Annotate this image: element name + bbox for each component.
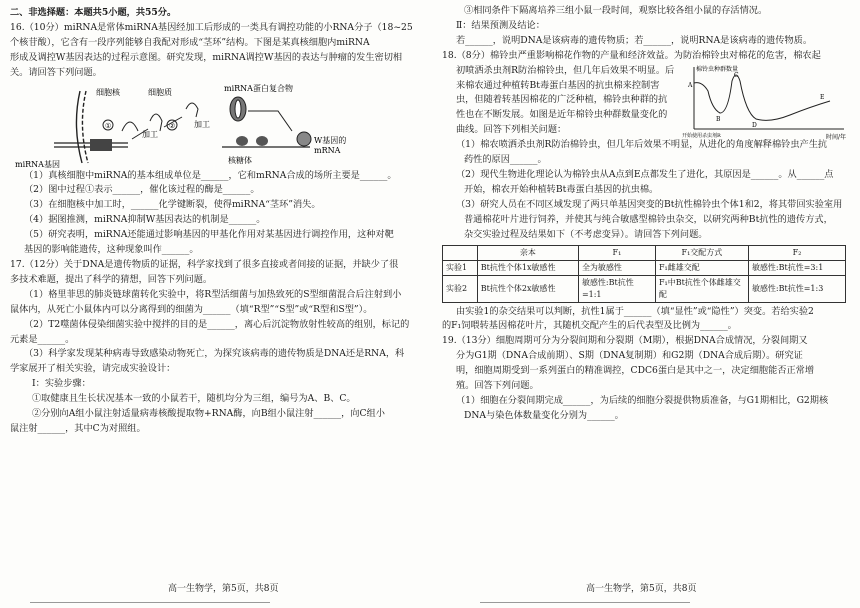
right-page: [442, 4, 850, 424]
q18-line: 18.（8分）棉铃虫严重影响棉花作物的产量和经济效益。为防治棉铃虫对棉花的危害，棉农起: [442, 49, 821, 61]
label-complex: miRNA蛋白复合物: [224, 83, 293, 93]
q16-line: 形成及调控W基因表达的过程示意图。研究发现，miRNA调控W基因的表达与肿瘤的发生密切相: [10, 51, 403, 63]
q16-line: 16.（10分）miRNA是常体miRNA基因经加工后形成的一类具有调控功能的小RNA分子（18~25: [10, 21, 413, 33]
left-page: [10, 6, 414, 437]
table-cell: 敏感性:Bt抗性=1:3: [748, 275, 845, 302]
q19-line: 殖。回答下列问题。: [456, 380, 539, 392]
q17-cont: ③相同条件下隔离培养三组小鼠一段时间，观察比较各组小鼠的存活情况。: [464, 5, 768, 16]
q18-line: 虫，但随着转基因棉花的广泛种植，棉铃虫种群的抗: [456, 94, 668, 106]
q16-sub: 基因的影响能遗传，这种现象叫作______。: [24, 244, 199, 256]
table-cell: 实验1: [443, 260, 478, 275]
q18-after: 由实验1的杂交结果可以判断，抗性1属于______（填“显性”或“隐性”）突变。若给实验2: [456, 305, 814, 317]
label-w-gene: W基因的: [314, 135, 347, 145]
table-cell: F₁雌雄交配: [655, 260, 748, 275]
question-18: [442, 49, 850, 335]
table-row: [443, 275, 846, 302]
q18-sub: 药性的原因______。: [464, 154, 547, 166]
q17-line: 元素是______。: [10, 333, 75, 345]
label-cytoplasm: 细胞质: [148, 87, 172, 97]
point-d: D: [752, 121, 757, 129]
q18-after: 的F₁饲喂转基因棉花叶片，其随机交配产生的后代表型及比例为______。: [442, 320, 737, 332]
q17-step-title: Ⅰ：实验步骤：: [32, 378, 91, 390]
left-divider: [30, 602, 270, 603]
q18-line: 来棉农通过种植转Bt毒蛋白基因的抗虫棉来控制害: [456, 79, 660, 91]
table-row: [443, 260, 846, 275]
q19-line: 分为G1期（DNA合成前期）、S期（DNA复制期）和G2期（DNA合成后期）。研究证: [456, 350, 803, 362]
population-curve: [680, 63, 848, 145]
q17-step: ②分别向A组小鼠注射适量病毒核酸提取物+RNA酶，向B组小鼠注射______，向C组小: [32, 408, 385, 420]
table-cell: Bt抗性个体2x敏感性: [477, 275, 578, 302]
label-ribosome: 核糖体: [228, 155, 252, 165]
q16-line: 关。请回答下列问题。: [10, 66, 102, 78]
right-divider: [480, 602, 690, 603]
q18-sub: 杂交实验过程及结果如下（不考虑变异）。请回答下列问题。: [464, 228, 708, 240]
table-header-row: [443, 245, 846, 260]
q17-line: （2）T2噬菌体侵染细菌实验中搅拌的目的是______，离心后沉淀物放射性较高的组别，标记的: [24, 318, 410, 330]
table-cell: 敏感性:Bt抗性=1:1: [578, 275, 655, 302]
table-cell: 敏感性:Bt抗性=3:1: [748, 260, 845, 275]
table-cell: 实验2: [443, 275, 478, 302]
q17-step: ①取健康且生长状况基本一致的小鼠若干，随机均分为三组，编号为A、B、C。: [32, 393, 356, 405]
chart-start-label: 开始使用杀虫剂R: [682, 132, 721, 139]
label-mirna-gene: miRNA基因: [15, 159, 60, 169]
chart-ylabel: 棉铃虫种群数量: [696, 65, 739, 73]
q19-line: 19.（13分）细胞周期可分为分裂间期和分裂期（M期），根据DNA合成情况，分裂间期又: [442, 335, 808, 347]
q18-sub: 开始，棉农开始种植转Bt毒蛋白基因的抗虫棉。: [464, 183, 659, 195]
question-19: [442, 334, 850, 423]
circle-label-2: ②: [169, 121, 176, 130]
q18-sub: （3）研究人员在不同区域发现了两只单基因突变的Bt抗性棉铃虫个体1和2，将其带回实验室用: [456, 198, 843, 210]
q18-line: 曲线。回答下列相关问题：: [456, 124, 567, 136]
q17-line: 鼠体内，从死亡小鼠体内可以分离得到的细菌为______（填“R型”“S型”或“R型和S型”）。: [10, 303, 373, 315]
process-label-2: 加工: [194, 119, 210, 129]
table-header: F₁: [578, 245, 655, 260]
point-e: E: [820, 93, 825, 101]
mirna-diagram: [10, 81, 414, 169]
q18-sub: 普通棉花叶片进行饲养，并使其与纯合敏感型棉铃虫杂交，以研究两种Bt抗性的遗传方式，: [464, 213, 833, 225]
label-w-mrna: mRNA: [314, 145, 341, 155]
q16-sub: （4）据图推测，miRNA抑制W基因表达的机制是______。: [24, 214, 266, 226]
table-cell: Bt抗性个体1x敏感性: [477, 260, 578, 275]
point-c: C: [734, 71, 739, 79]
q16-sub: （5）研究表明，miRNA还能通过影响基因的甲基化作用对某基因进行调控作用，这种对靶: [24, 229, 394, 241]
q16-sub: （3）在细胞核中加工时，______化学键断裂，使得miRNA“茎环”消失。: [24, 199, 321, 211]
question-17: [10, 258, 414, 437]
q17-cont: 若______，说明DNA是该病毒的遗传物质；若______，说明RNA是该病毒的遗传物质。: [456, 34, 813, 46]
cross-table: [442, 245, 846, 303]
q17-line: 17.（12分）关于DNA是遗传物质的证据，科学家找到了很多直接或者间接的证据，并缺少了很: [10, 258, 399, 270]
chart-xlabel: 时间/年: [826, 133, 847, 141]
table-header: 亲本: [477, 245, 578, 260]
q17-line: （3）科学家发现某种病毒导致感染动物死亡，为探究该病毒的遗传物质是DNA还是RNA，科: [24, 348, 405, 360]
q17-line: （1）格里菲思的肺炎链球菌转化实验中，将R型活细菌与加热致死的S型细菌混合后注射到小: [24, 288, 402, 300]
right-footer: 高一生物学，第5页，共8页: [586, 584, 697, 594]
left-footer: 高一生物学，第5页，共8页: [168, 584, 279, 594]
section-heading: 二、非选择题：本题共5小题，共55分。: [10, 7, 177, 18]
table-header: F₂: [748, 245, 845, 260]
process-label: 加工: [142, 129, 158, 139]
point-a: A: [688, 81, 693, 89]
q19-line: （1）细胞在分裂间期完成______，为后续的细胞分裂提供物质准备，与G1期相比，G2期核: [456, 394, 829, 406]
q18-line: 性也在不断发展。如图是近年棉铃虫种群数量变化的: [456, 109, 668, 121]
q18-sub: （2）现代生物进化理论认为棉铃虫从A点到E点都发生了进化，其原因是______。从______点: [456, 168, 834, 180]
table-cell: F₁中Bt抗性个体雌雄交配: [655, 275, 748, 302]
q16-sub: （1）真核细胞中miRNA的基本组成单位是______，它和mRNA合成的场所主要是______。: [24, 169, 397, 181]
circle-label-1: ①: [105, 121, 112, 130]
q19-line: 明，细胞周期受到一系列蛋白的精准调控，CDC6蛋白是其中之一，决定细胞能否正常增: [456, 365, 815, 377]
q16-line: 个核苷酸），它含有一段序列能够自我配对形成“茎环”结构。下图是某真核细胞内miRNA: [10, 36, 370, 48]
q18-sub: （1）棉农喷洒杀虫剂R防治棉铃虫，但几年后效果不明显，从进化的角度解释棉铃虫产生抗: [456, 139, 828, 151]
point-b: B: [716, 115, 721, 123]
q16-sub: （2）图中过程①表示______，催化该过程的酶是______。: [24, 184, 260, 196]
question-16: [10, 21, 414, 258]
label-nucleus: 细胞核: [96, 87, 120, 97]
q17-line: 学家展开了相关实验，请完成实验设计：: [10, 363, 176, 375]
q18-line: 初喷洒杀虫剂R防治棉铃虫，但几年后效果不明显。后: [456, 64, 675, 76]
q17-cont: Ⅱ：结果预测及结论：: [456, 19, 545, 31]
table-cell: 全为敏感性: [578, 260, 655, 275]
q17-line: 多技术难题，提出了科学的猜想，回答下列问题。: [10, 273, 213, 285]
table-header: F₁交配方式: [655, 245, 748, 260]
q17-step: 鼠注射______，其中C为对照组。: [10, 422, 146, 434]
table-header: [443, 245, 478, 260]
q19-line: DNA与染色体数量变化分别为______。: [464, 409, 624, 421]
